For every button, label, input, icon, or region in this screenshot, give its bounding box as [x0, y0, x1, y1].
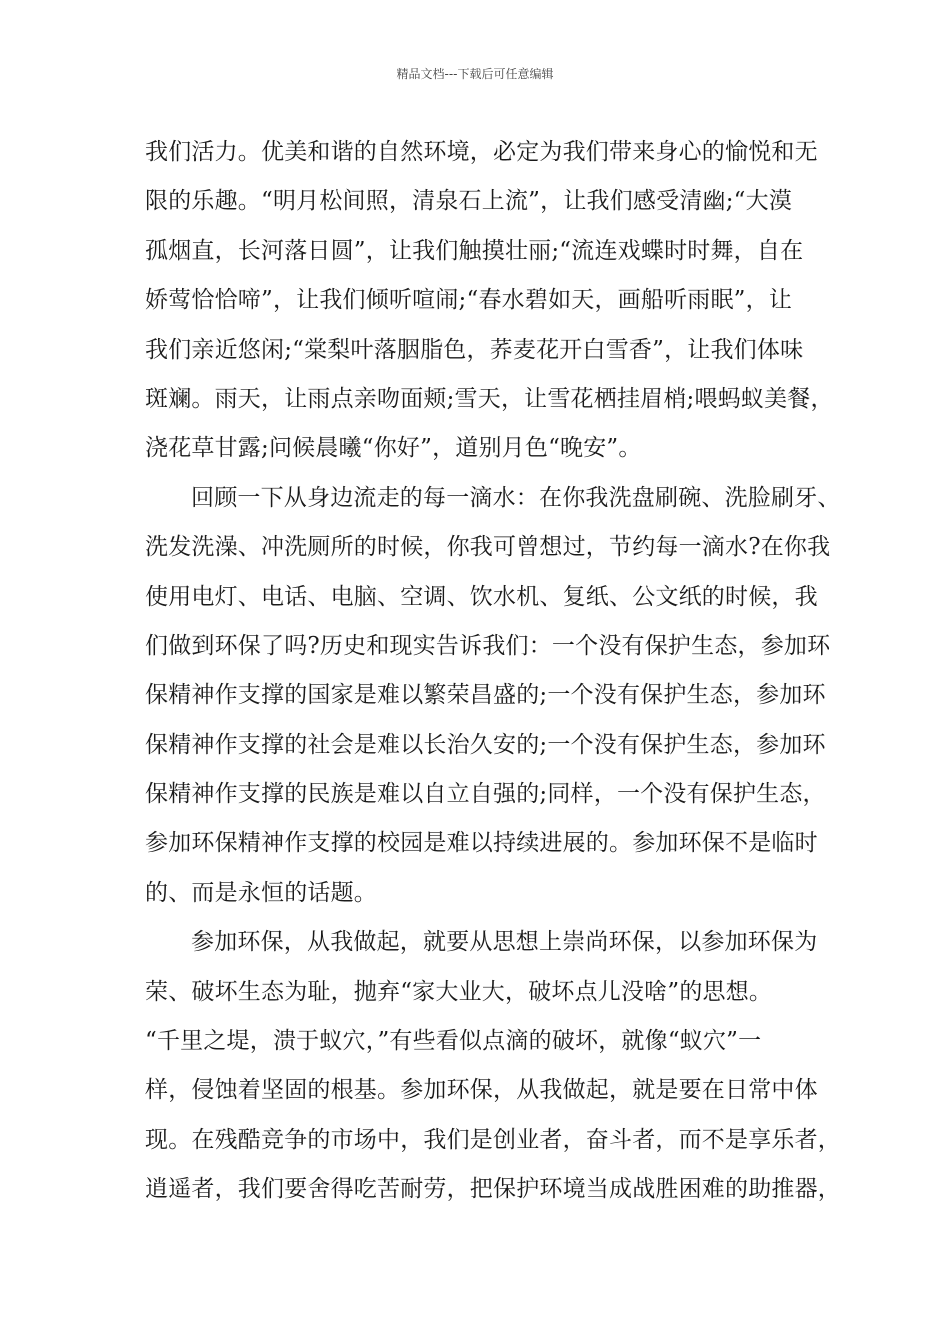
text-line: 样，侵蚀着坚固的根基。参加环保，从我做起，就是要在日常中体 — [145, 1077, 818, 1104]
text-line: 参加环保精神作支撑的校园是难以持续进展的。参加环保不是临时 — [145, 830, 818, 857]
text-line: 我们亲近悠闲;“棠梨叶落胭脂色，荞麦花开白雪香”，让我们体味 — [145, 336, 804, 363]
text-line: 回顾一下从身边流走的每一滴水：在你我洗盘刷碗、洗脸刷牙、 — [191, 484, 841, 511]
text-line: 保精神作支撑的社会是难以长治久安的;一个没有保护生态，参加环 — [145, 731, 826, 758]
text-line: 使用电灯、电话、电脑、空调、饮水机、复纸、公文纸的时候，我 — [145, 583, 818, 610]
text-line: 保精神作支撑的国家是难以繁荣昌盛的;一个没有保护生态，参加环 — [145, 682, 826, 709]
text-line: 浇花草甘露;问候晨曦“你好”，道别月色“晚安”。 — [145, 435, 642, 462]
text-line: 我们活力。优美和谐的自然环境，必定为我们带来身心的愉悦和无 — [145, 139, 818, 165]
page-header: 精品文档---下载后可任意编辑 — [396, 67, 554, 81]
text-line: 斑斓。雨天，让雨点亲吻面颊;雪天，让雪花栖挂眉梢;喂蚂蚁美餐， — [145, 385, 834, 412]
text-line: 限的乐趣。“明月松间照，清泉石上流”，让我们感受清幽;“大漠 — [145, 188, 793, 215]
text-line: 荣、破坏生态为耻，抛弃“家大业大，破坏点儿没啥”的思想。 — [145, 978, 773, 1005]
paragraph-3 — [145, 918, 841, 1214]
text-line: 参加环保，从我做起，就要从思想上崇尚环保，以参加环保为 — [191, 929, 818, 956]
text-line: 孤烟直，长河落日圆”，让我们触摸壮丽;“流连戏蝶时时舞，自在 — [145, 237, 804, 264]
paragraph-2 — [145, 474, 841, 919]
text-line: “千里之堤，溃于蚁穴，”有些看似点滴的破坏，就像“蚁穴”一 — [145, 1028, 762, 1055]
text-line: 现。在残酷竞争的市场中，我们是创业者，奋斗者，而不是享乐者， — [145, 1126, 841, 1153]
text-line: 保精神作支撑的民族是难以自立自强的;同样，一个没有保护生态， — [145, 781, 826, 808]
text-line: 娇莺恰恰啼”，让我们倾听喧闹;“春水碧如天，画船听雨眠”，让 — [145, 287, 793, 314]
text-line: 逍遥者，我们要舍得吃苦耐劳，把保护环境当成战胜困难的助推器， — [145, 1176, 841, 1203]
text-line: 的、而是永恒的话题。 — [145, 879, 377, 906]
paragraph-1 — [145, 128, 834, 474]
text-line: 洗发洗澡、冲洗厕所的时候，你我可曾想过，节约每一滴水?在你我 — [145, 534, 831, 561]
document-body — [145, 128, 841, 1215]
text-line: 们做到环保了吗?历史和现实告诉我们：一个没有保护生态，参加环 — [145, 632, 831, 659]
